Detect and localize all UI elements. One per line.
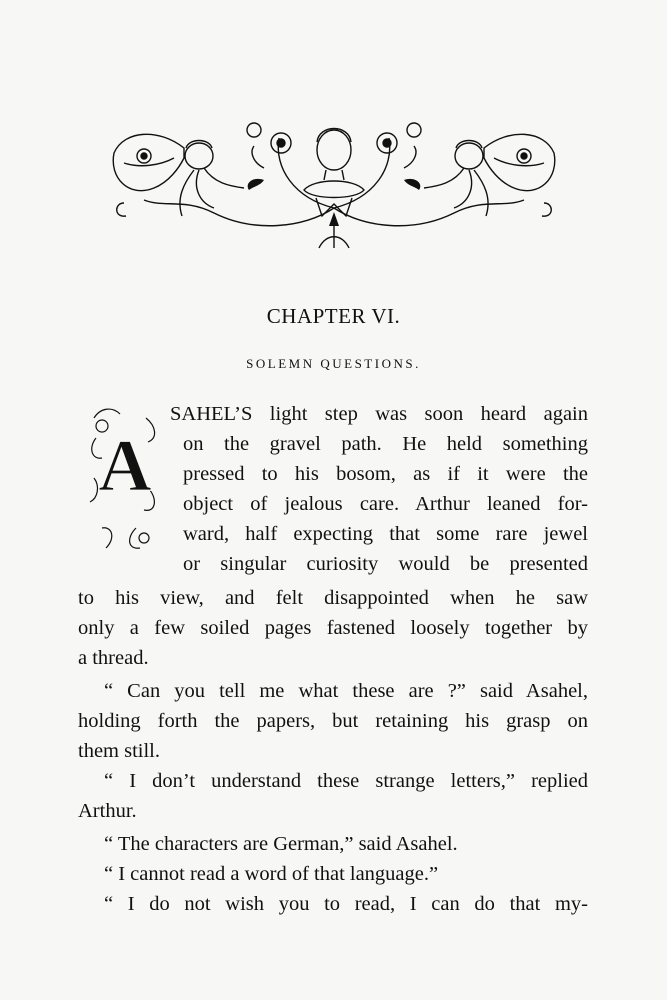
text-line: “ I do not wish you to read, I can do that my- [104, 893, 588, 915]
text-line: pressed to his bosom, as if it were the [183, 463, 588, 485]
text-line: “ I cannot read a word of that language.” [104, 863, 439, 885]
text-line: only a few soiled pages fastened loosely together by [78, 617, 588, 639]
text-line: or singular curiosity would be presented [183, 553, 588, 575]
ornamental-drop-cap [86, 398, 164, 560]
text-line: object of jealous care. Arthur leaned for- [183, 493, 588, 515]
text-line: to his view, and felt disappointed when he saw [78, 587, 588, 609]
drop-cap-letter: A [98, 425, 152, 507]
text-line: “ The characters are German,” said Asahel. [104, 833, 458, 855]
text-line: them still. [78, 740, 160, 762]
text-line: on the gravel path. He held something [183, 433, 588, 455]
text-line: SAHEL’S light step was soon heard again [170, 403, 588, 425]
chapter-subtitle: SOLEMN QUESTIONS. [246, 356, 421, 371]
headpiece-ornament [104, 108, 564, 256]
text-line: “ I don’t understand these strange letters,” replied [104, 770, 588, 792]
text-line: holding forth the papers, but retaining his grasp on [78, 710, 588, 732]
chapter-title: CHAPTER VI. [266, 304, 401, 328]
text-line: “ Can you tell me what these are ?” said Asahel, [104, 680, 588, 702]
text-line: ward, half expecting that some rare jewel [183, 523, 588, 545]
text-line: a thread. [78, 647, 149, 669]
text-line: Arthur. [78, 800, 137, 822]
